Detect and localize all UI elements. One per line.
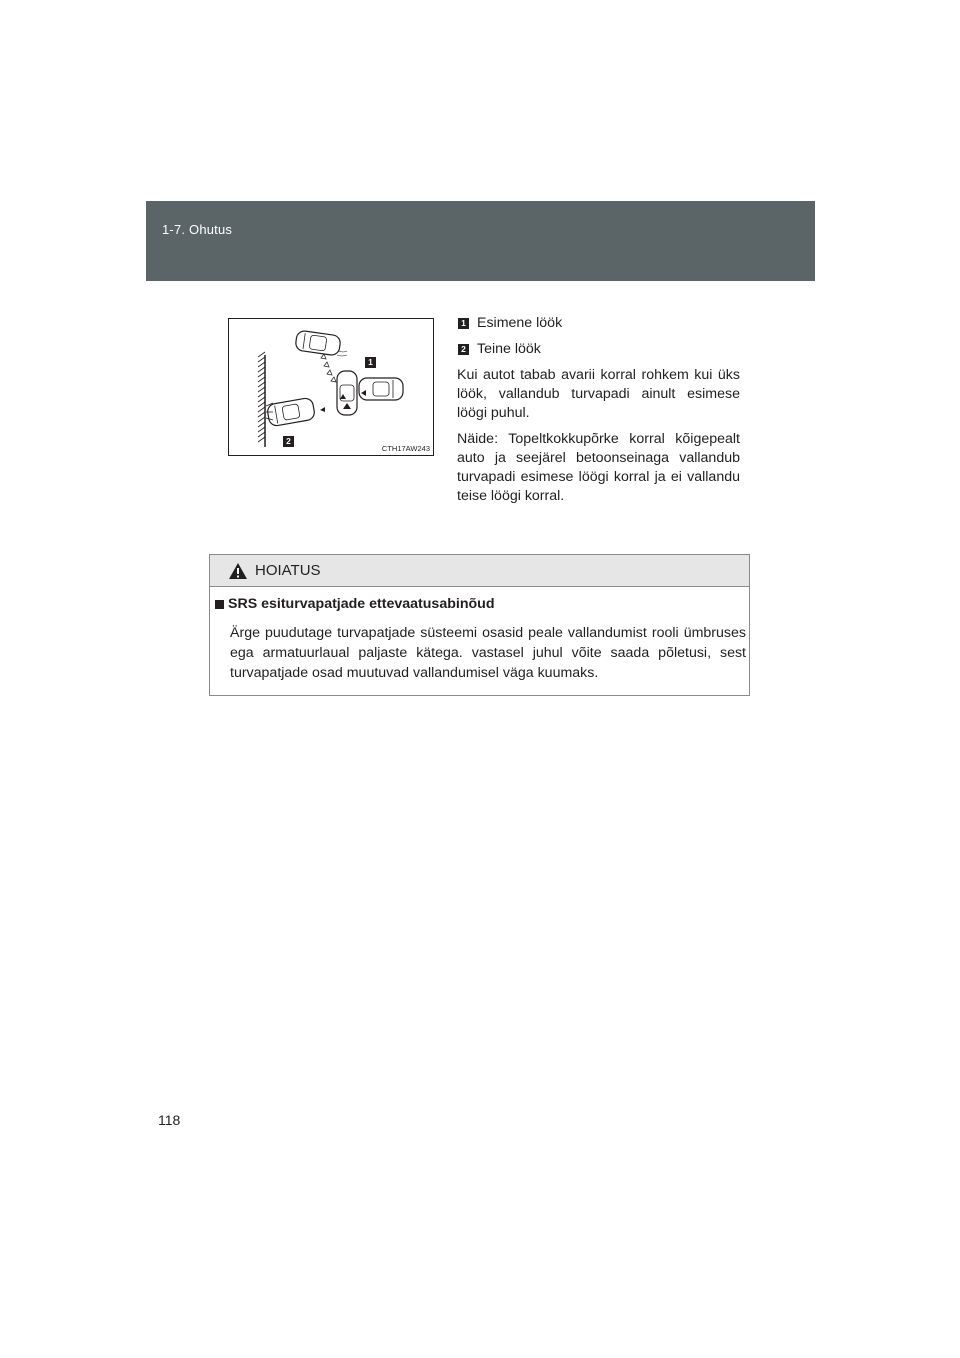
legend-item xyxy=(457,340,740,359)
description-column xyxy=(457,314,740,513)
number-badge: 1 xyxy=(458,318,469,329)
section-title: 1-7. Ohutus xyxy=(162,222,233,237)
collision-illustration xyxy=(228,318,434,456)
warning-triangle-icon xyxy=(228,562,248,580)
warning-subheading xyxy=(214,596,495,612)
legend-text: Teine löök xyxy=(477,341,541,357)
legend-item xyxy=(457,314,740,333)
paragraph: Näide: Topeltkokkupõrke korral kõigepealt auto ja seejärel betoonseinaga vallandub turvapadi esimese löögi korral ja ei vallandu teise löögi korral. xyxy=(457,431,740,504)
number-badge: 2 xyxy=(458,344,469,355)
square-bullet-icon xyxy=(215,600,224,609)
figure-code: CTH17AW243 xyxy=(381,444,430,453)
callout-1: 1 xyxy=(368,357,373,367)
warning-title: HOIATUS xyxy=(255,562,321,579)
paragraph: Kui autot tabab avarii korral rohkem kui üks löök, vallandub turvapadi ainult esimese löögi puhul. xyxy=(457,367,740,421)
warning-body: Ärge puudutage turvapatjade süsteemi osasid peale vallandumist rooli ümbruses ega armatuurlaual paljaste kätega. vastasel juhul võite saada põletusi, sest turvapatjade osad muutuvad vallandumisel väga kuumaks. xyxy=(230,625,746,681)
double-collision-diagram xyxy=(229,319,435,457)
warning-subheading-text: SRS esiturvapatjade ettevaatusabinõud xyxy=(228,596,495,612)
page-number: 118 xyxy=(158,1112,181,1128)
warning-box xyxy=(209,554,750,696)
legend-text: Esimene löök xyxy=(477,315,563,331)
section-header xyxy=(146,201,815,281)
warning-header xyxy=(210,555,749,587)
callout-2: 2 xyxy=(286,436,291,446)
